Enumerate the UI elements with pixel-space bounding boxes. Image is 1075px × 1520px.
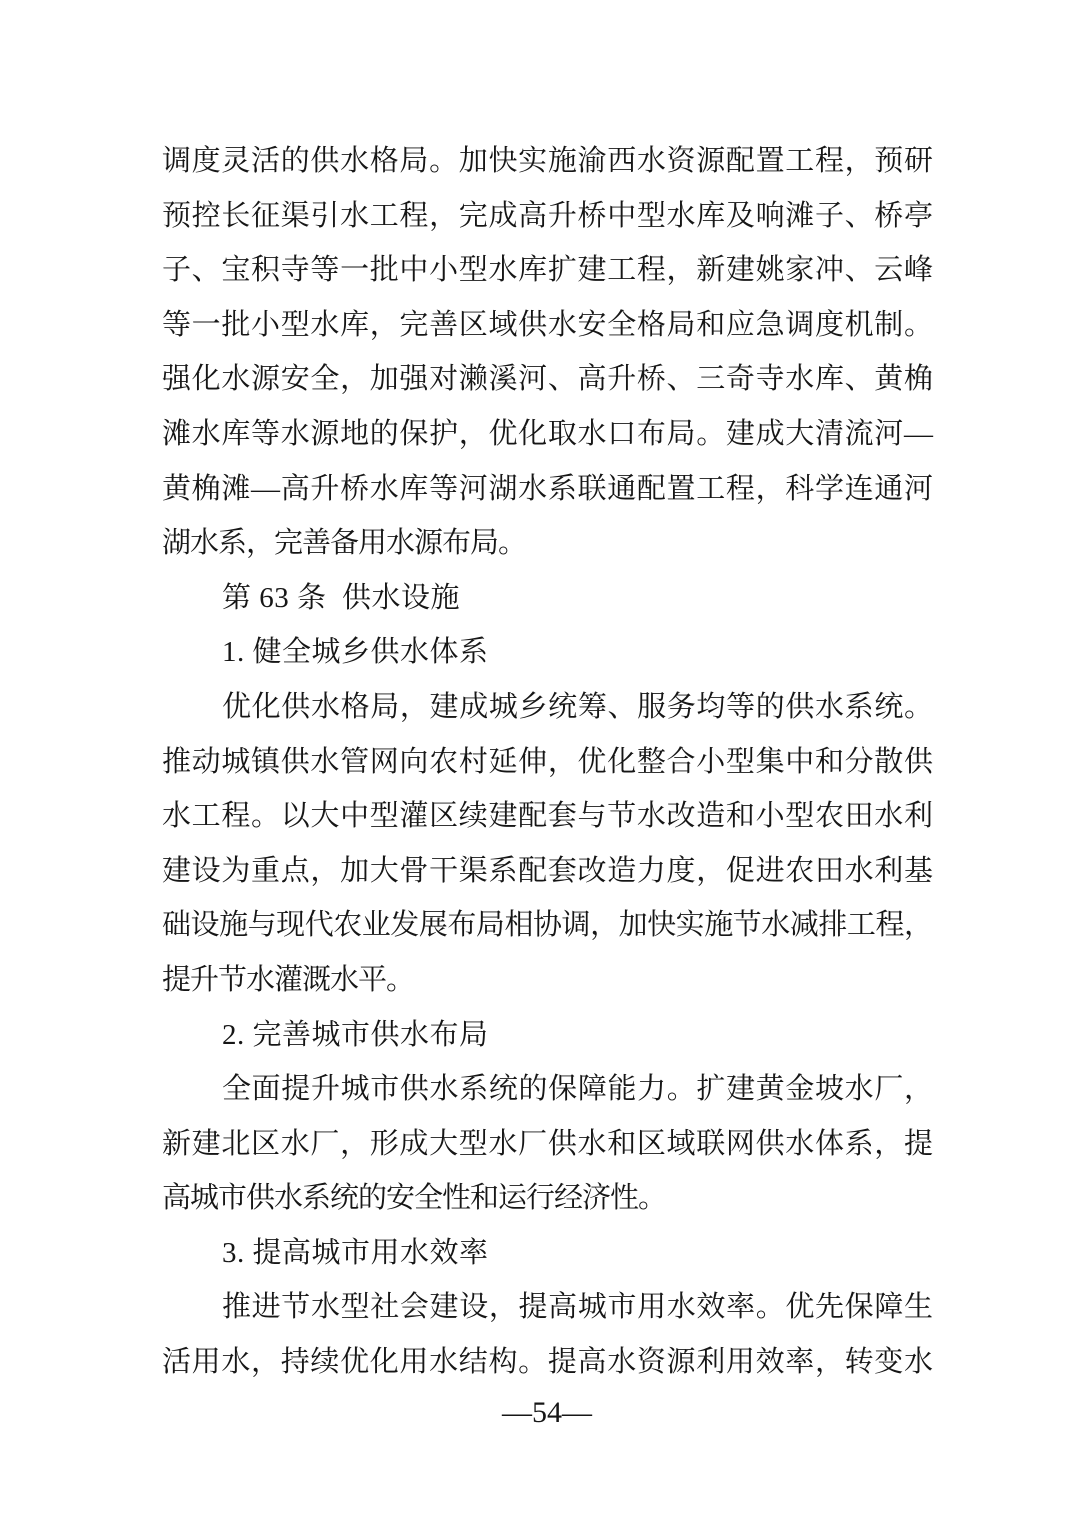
text-line: 预控长征渠引水工程，完成高升桥中型水库及响滩子、桥亭 <box>162 199 932 232</box>
text-line: 提升节水灌溉水平。 <box>162 963 415 996</box>
numbered-subheading: 2. 完善城市供水布局 <box>222 1018 489 1051</box>
text-line: 推动城镇供水管网向农村延伸，优化整合小型集中和分散供 <box>162 745 932 778</box>
text-line: 滩水库等水源地的保护，优化取水口布局。建成大清流河— <box>162 417 932 450</box>
page-footer <box>162 1386 932 1440</box>
text-line: 新建北区水厂，形成大型水厂供水和区域联网供水体系，提 <box>162 1127 932 1160</box>
text-line: 推进节水型社会建设，提高城市用水效率。优先保障生 <box>222 1291 932 1324</box>
text-line: 黄桷滩—高升桥水库等河湖水系联通配置工程，科学连通河 <box>162 472 932 505</box>
text-line: 湖水系，完善备用水源布局。 <box>162 527 527 560</box>
text-line: 子、宝积寺等一批中小型水库扩建工程，新建姚家冲、云峰 <box>162 254 932 287</box>
numbered-subheading: 1. 健全城乡供水体系 <box>222 636 489 669</box>
article-heading: 第 63 条 供水设施 <box>222 581 461 614</box>
text-line: 高城市供水系统的安全性和运行经济性。 <box>162 1182 667 1215</box>
text-line: 等一批小型水库，完善区域供水安全格局和应急调度机制。 <box>162 308 932 341</box>
text-line: 活用水，持续优化用水结构。提高水资源利用效率，转变水 <box>162 1346 932 1379</box>
text-line: 水工程。以大中型灌区续建配套与节水改造和小型农田水利 <box>162 800 932 833</box>
text-block <box>162 134 932 1390</box>
text-line: 强化水源安全，加强对濑溪河、高升桥、三奇寺水库、黄桷 <box>162 363 932 396</box>
page-number: —54— <box>502 1396 592 1429</box>
text-line: 全面提升城市供水系统的保障能力。扩建黄金坡水厂， <box>222 1073 932 1106</box>
text-line: 础设施与现代农业发展布局相协调，加快实施节水减排工程， <box>162 909 932 942</box>
text-line: 建设为重点，加大骨干渠系配套改造力度，促进农田水利基 <box>162 854 932 887</box>
text-line: 调度灵活的供水格局。加快实施渝西水资源配置工程，预研 <box>162 145 932 177</box>
text-line: 优化供水格局，建成城乡统筹、服务均等的供水系统。 <box>222 690 932 723</box>
numbered-subheading: 3. 提高城市用水效率 <box>222 1236 489 1269</box>
